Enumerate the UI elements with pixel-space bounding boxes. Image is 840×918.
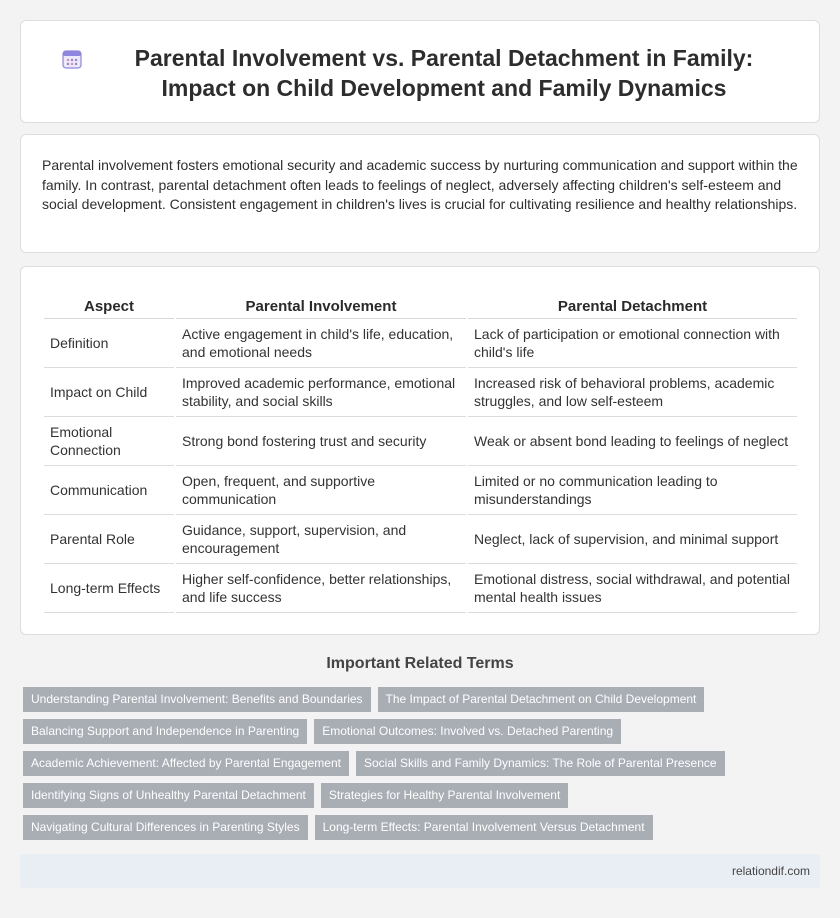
header-involvement: Parental Involvement [176,295,466,319]
related-term-link[interactable]: Identifying Signs of Unhealthy Parental Detachment [23,783,314,808]
related-term-link[interactable]: Academic Achievement: Affected by Parental Engagement [23,751,349,776]
related-terms-list [23,687,813,847]
cell-involvement: Active engagement in child's life, education, and emotional needs [176,319,466,368]
tag-row [23,687,813,712]
table-row [44,515,797,564]
related-term-link[interactable]: Emotional Outcomes: Involved vs. Detached Parenting [314,719,621,744]
cell-involvement: Higher self-confidence, better relationships, and life success [176,564,466,613]
table-row [44,466,797,515]
cell-involvement: Improved academic performance, emotional stability, and social skills [176,368,466,417]
tag-row [23,719,813,744]
table-header-row [44,295,797,319]
intro-card [20,134,820,253]
related-term-link[interactable]: Navigating Cultural Differences in Parenting Styles [23,815,308,840]
cell-aspect: Long-term Effects [44,564,174,613]
cell-detachment: Lack of participation or emotional connection with child's life [468,319,797,368]
related-term-link[interactable]: Understanding Parental Involvement: Benefits and Boundaries [23,687,371,712]
table-row [44,417,797,466]
related-term-link[interactable]: The Impact of Parental Detachment on Child Development [378,687,705,712]
table-row [44,564,797,613]
cell-aspect: Impact on Child [44,368,174,417]
page-title: Parental Involvement vs. Parental Detachment in Family: Impact on Child Development and Family Dynamics [134,45,754,101]
table-row [44,319,797,368]
cell-involvement: Strong bond fostering trust and security [176,417,466,466]
tag-row [23,783,813,808]
cell-detachment: Increased risk of behavioral problems, academic struggles, and low self-esteem [468,368,797,417]
tag-row [23,751,813,776]
related-term-link[interactable]: Strategies for Healthy Parental Involvement [321,783,568,808]
cell-detachment: Limited or no communication leading to misunderstandings [468,466,797,515]
related-term-link[interactable]: Long-term Effects: Parental Involvement Versus Detachment [315,815,653,840]
related-term-link[interactable]: Balancing Support and Independence in Parenting [23,719,307,744]
cell-detachment: Emotional distress, social withdrawal, and potential mental health issues [468,564,797,613]
cell-detachment: Weak or absent bond leading to feelings of neglect [468,417,797,466]
related-terms-heading: Important Related Terms [326,655,514,672]
cell-involvement: Open, frequent, and supportive communication [176,466,466,515]
tag-row [23,815,813,840]
cell-involvement: Guidance, support, supervision, and encouragement [176,515,466,564]
intro-paragraph: Parental involvement fosters emotional security and academic success by nurturing communication and support within the family. In contrast, parental detachment often leads to feelings of neglect, adversely affecting children's self-esteem and social development. Consistent engagement in children's lives is crucial for cultivating resilience and healthy relationships. [42,157,798,212]
cell-aspect: Definition [44,319,174,368]
table-row [44,368,797,417]
comparison-card [20,266,820,635]
cell-aspect: Parental Role [44,515,174,564]
related-term-link[interactable]: Social Skills and Family Dynamics: The Role of Parental Presence [356,751,725,776]
comparison-table [42,295,799,613]
title-card [20,20,820,123]
footer [20,854,820,888]
cell-detachment: Neglect, lack of supervision, and minimal support [468,515,797,564]
cell-aspect: Communication [44,466,174,515]
cell-aspect: Emotional Connection [44,417,174,466]
site-credit[interactable]: relationdif.com [731,864,810,878]
header-aspect: Aspect [44,295,174,319]
header-detachment: Parental Detachment [468,295,797,319]
